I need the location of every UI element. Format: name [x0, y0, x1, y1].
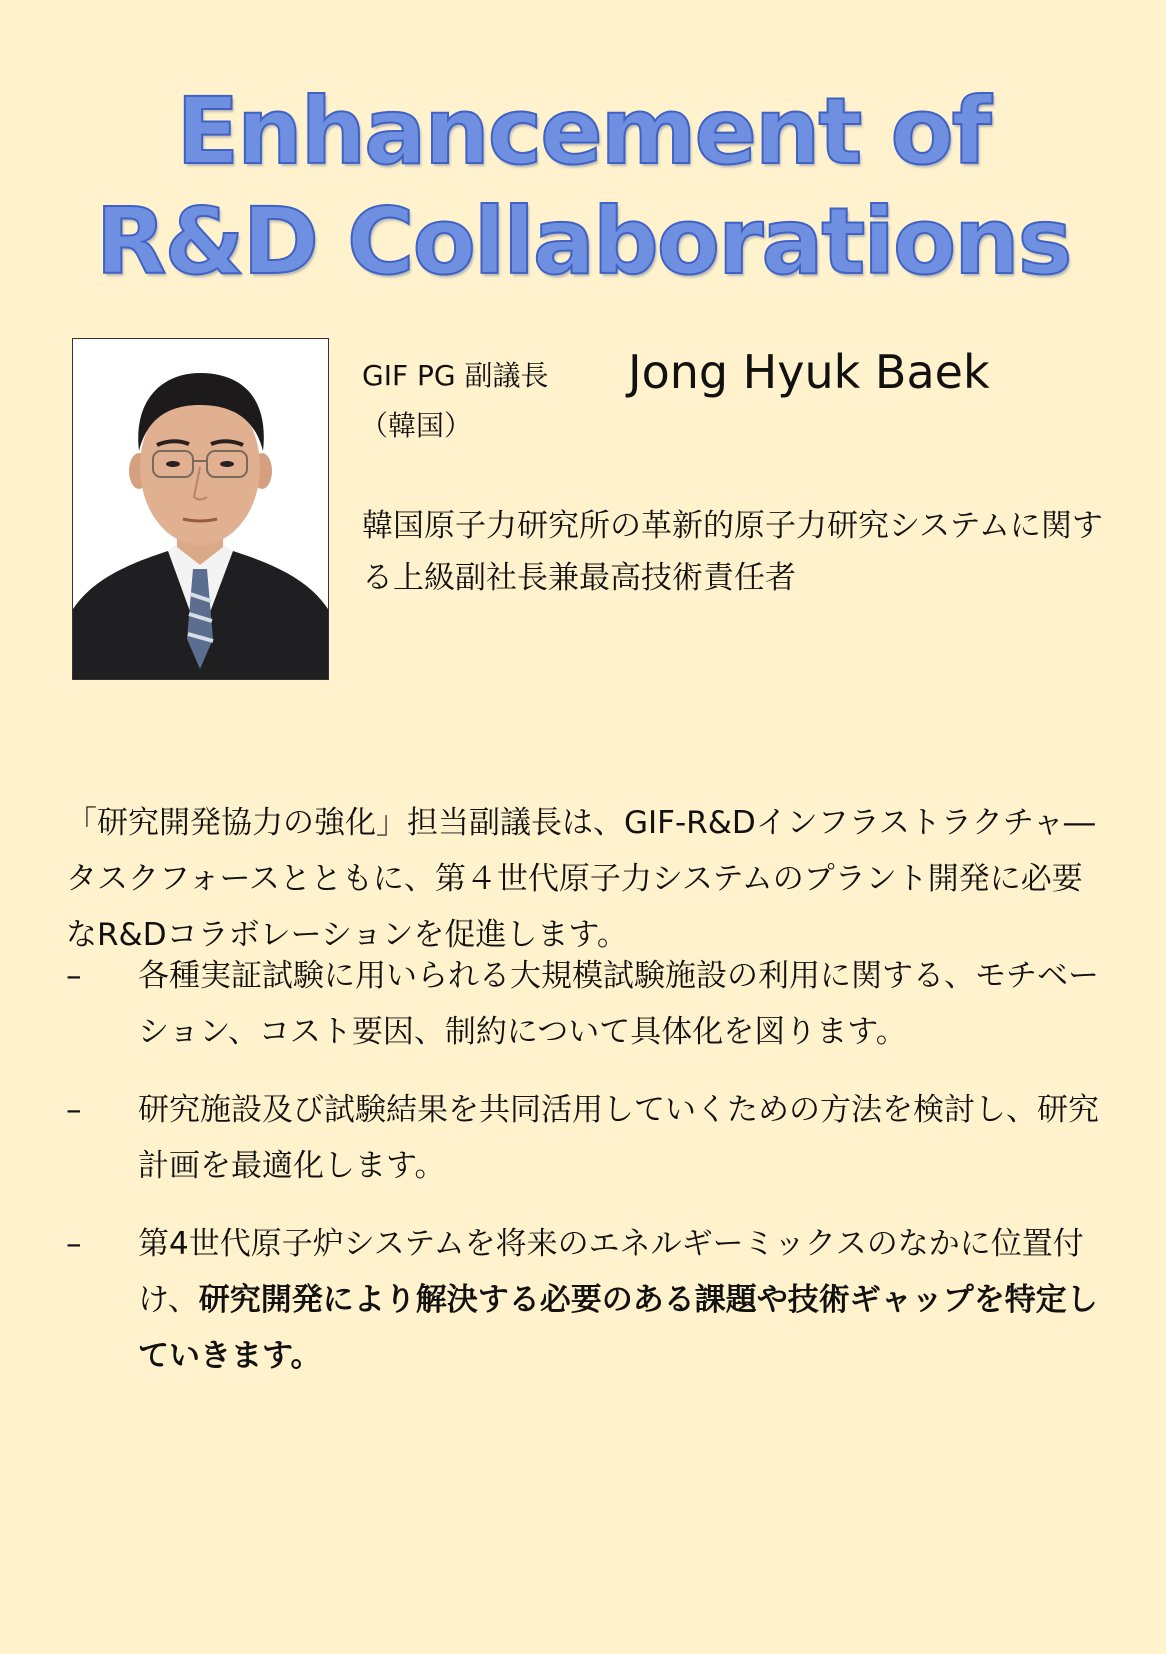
intro-paragraph: 「研究開発協力の強化」担当副議長は、GIF-R&Dインフラストラクチャ―タスクフォースとともに、第４世代原子力システムのプラント開発に必要なR&Dコラボレーションを促進します。 — [66, 805, 1095, 953]
person-affiliation: 韓国原子力研究所の革新的原子力研究システムに関する上級副社長兼最高技術責任者 — [362, 508, 1103, 596]
list-item — [66, 1216, 1116, 1384]
bullet-text-plain: 第4世代原子炉システムを将来のエネルギーミックスのなかに位置付け、 — [138, 1226, 1084, 1318]
portrait-photo — [72, 338, 329, 680]
bullet-text: 研究施設及び試験結果を共同活用していくための方法を検討し、研究計画を最適化します。 — [138, 1092, 1099, 1184]
person-role: GIF PG 副議長 — [362, 359, 549, 392]
bullet-dash: – — [66, 958, 82, 994]
bullet-dash: – — [66, 1226, 82, 1262]
bullet-text — [138, 1216, 1116, 1384]
bullet-dash: – — [66, 1092, 82, 1128]
bullet-text-bold: 研究開発により解決する必要のある課題や技術ギャップを特定していきます。 — [138, 1282, 1098, 1374]
list-item — [66, 1082, 1116, 1194]
title-line-1: Enhancement of — [176, 78, 990, 185]
list-item — [66, 948, 1116, 1060]
person-name: Jong Hyuk Baek — [628, 345, 990, 399]
bullet-text: 各種実証試験に用いられる大規模試験施設の利用に関する、モチベーション、コスト要因、制約について具体化を図ります。 — [138, 958, 1099, 1050]
person-country: （韓国） — [360, 409, 473, 442]
title-line-2: R&D Collaborations — [95, 188, 1071, 295]
bullet-list — [66, 948, 1116, 1406]
